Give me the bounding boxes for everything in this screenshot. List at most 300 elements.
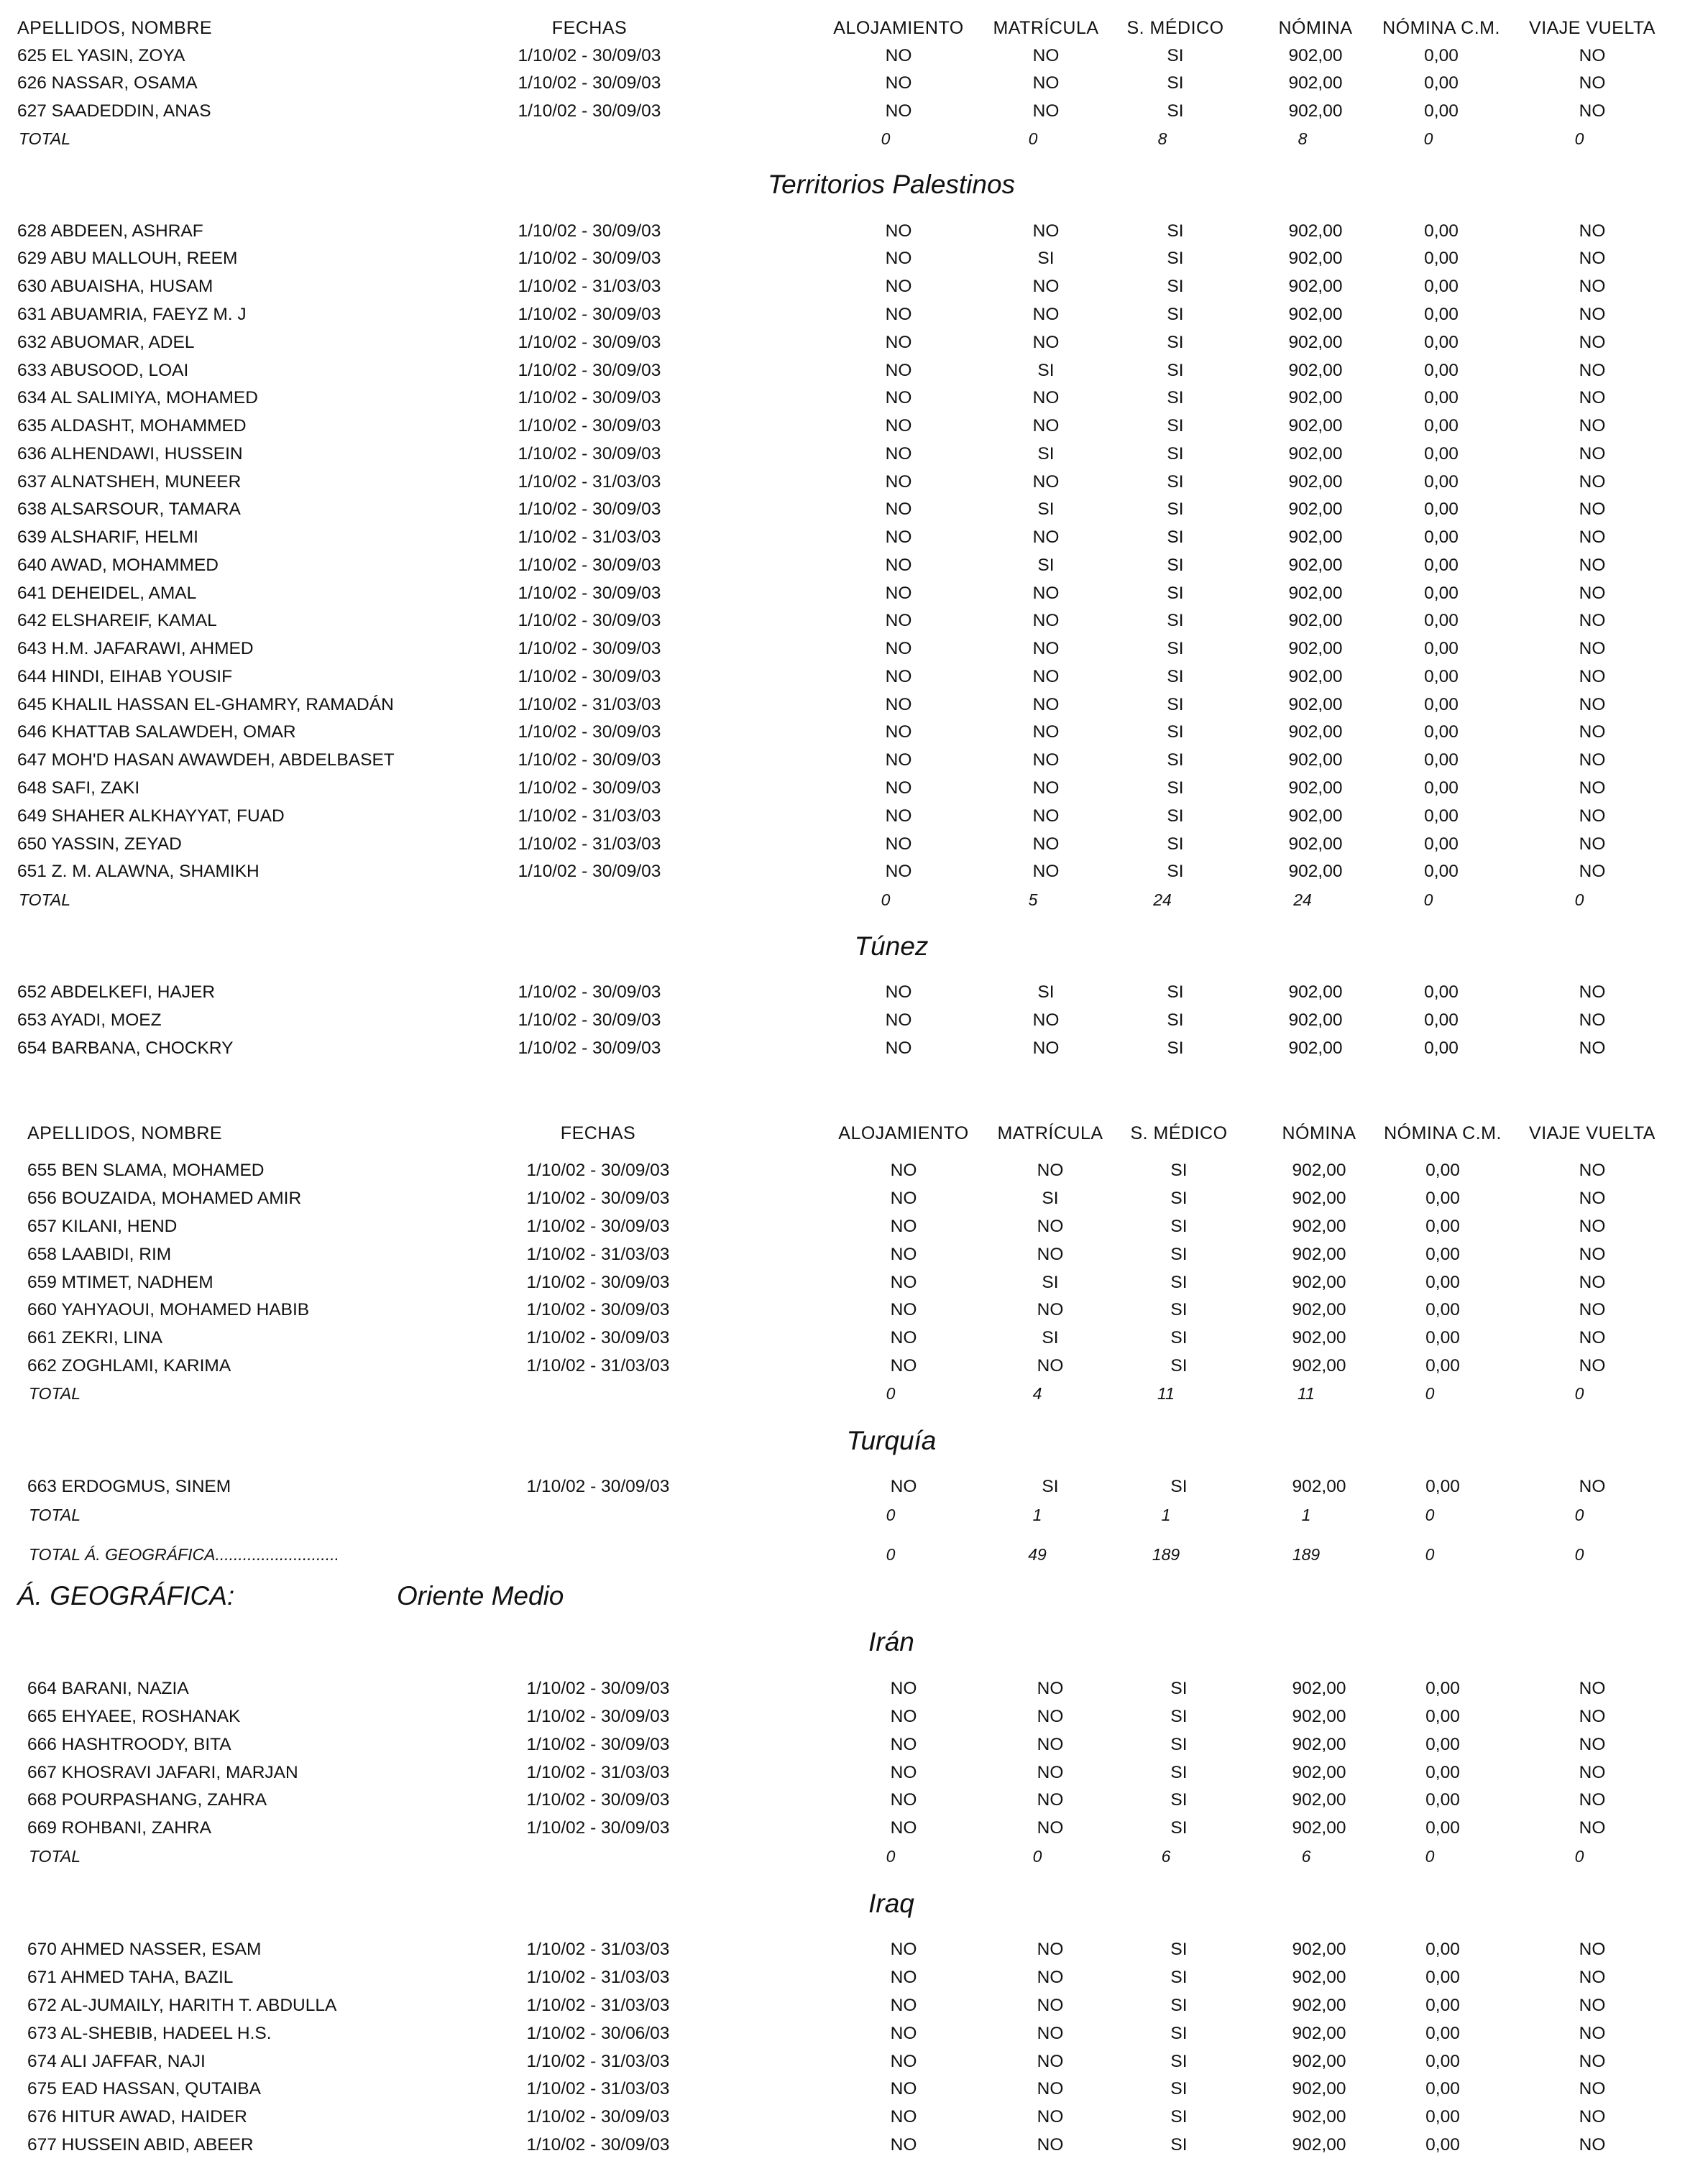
- cell-viaje-vuelta: NO: [1579, 1940, 1606, 1959]
- cell-viaje-vuelta: NO: [1579, 695, 1606, 714]
- area-value: Oriente Medio: [397, 1581, 564, 1611]
- cell-dates: 1/10/02 - 30/09/03: [518, 249, 661, 268]
- cell-s-medico: SI: [1167, 806, 1184, 826]
- cell-nomina: 1: [1301, 1506, 1311, 1524]
- cell-matricula: NO: [1032, 472, 1060, 492]
- table-row: [0, 831, 1690, 858]
- cell-name: 637 ALNATSHEH, MUNEER: [17, 472, 242, 492]
- cell-viaje-vuelta: NO: [1579, 444, 1606, 464]
- cell-dates: 1/10/02 - 30/09/03: [518, 388, 661, 407]
- cell-dates: 1/10/02 - 30/09/03: [518, 221, 661, 241]
- cell-viaje-vuelta: NO: [1579, 2052, 1606, 2071]
- table-row: [0, 2104, 1690, 2131]
- cell-nomina: 902,00: [1288, 472, 1343, 492]
- cell-s-medico: SI: [1170, 1161, 1188, 1180]
- cell-dates: 1/10/02 - 30/09/03: [518, 982, 661, 1002]
- cell-nomina-cm: 0,00: [1424, 695, 1459, 714]
- country-name: Turquía: [846, 1426, 937, 1455]
- cell-dates: 1/10/02 - 31/03/03: [518, 806, 661, 826]
- table-row: [0, 413, 1690, 440]
- cell-name: 647 MOH'D HASAN AWAWDEH, ABDELBASET: [17, 750, 395, 770]
- cell-nomina: 902,00: [1288, 73, 1343, 93]
- cell-s-medico: SI: [1170, 1968, 1188, 1987]
- cell-matricula: NO: [1032, 221, 1060, 241]
- cell-viaje-vuelta: 0: [1574, 1506, 1584, 1524]
- cell-nomina-cm: 0,00: [1425, 1161, 1460, 1180]
- cell-s-medico: SI: [1170, 1356, 1188, 1376]
- cell-dates: 1/10/02 - 30/09/03: [518, 778, 661, 798]
- cell-matricula: NO: [1037, 1161, 1064, 1180]
- table-row: [0, 663, 1690, 691]
- table-row: [0, 552, 1690, 579]
- column-header-nomina-cm: NÓMINA C.M.: [1382, 18, 1500, 38]
- cell-nomina: 902,00: [1292, 1679, 1346, 1698]
- table-row: [0, 1269, 1690, 1296]
- cell-s-medico: SI: [1167, 73, 1184, 93]
- cell-alojamiento: NO: [885, 333, 912, 352]
- cell-nomina: 902,00: [1288, 611, 1343, 630]
- cell-dates: 1/10/02 - 30/09/03: [526, 1328, 670, 1347]
- cell-nomina: 902,00: [1292, 1735, 1346, 1754]
- cell-viaje-vuelta: 0: [1574, 890, 1584, 909]
- cell-matricula: NO: [1032, 806, 1060, 826]
- cell-dates: 1/10/02 - 31/03/03: [526, 1968, 670, 1987]
- cell-viaje-vuelta: NO: [1579, 472, 1606, 492]
- cell-nomina: 902,00: [1292, 1790, 1346, 1810]
- cell-matricula: NO: [1032, 305, 1060, 324]
- cell-name: 677 HUSSEIN ABID, ABEER: [27, 2135, 254, 2155]
- cell-dates: 1/10/02 - 30/09/03: [526, 2107, 670, 2127]
- country-name: Territorios Palestinos: [767, 170, 1016, 199]
- cell-matricula: NO: [1032, 101, 1060, 121]
- cell-alojamiento: NO: [890, 1763, 917, 1782]
- cell-s-medico: 8: [1157, 129, 1167, 148]
- table-row: [0, 2132, 1690, 2159]
- cell-name: 643 H.M. JAFARAWI, AHMED: [17, 639, 254, 658]
- cell-alojamiento: NO: [885, 388, 912, 407]
- cell-matricula: SI: [1037, 982, 1055, 1002]
- cell-alojamiento: NO: [885, 611, 912, 630]
- table-row: [0, 1787, 1690, 1814]
- column-header-nomina: NÓMINA: [1282, 1123, 1356, 1143]
- table-row: [0, 607, 1690, 635]
- cell-alojamiento: NO: [885, 722, 912, 742]
- cell-nomina: 902,00: [1288, 277, 1343, 296]
- cell-matricula: NO: [1032, 277, 1060, 296]
- country-heading: [0, 929, 1690, 964]
- cell-matricula: NO: [1037, 2079, 1064, 2098]
- country-heading: [0, 1423, 1690, 1459]
- cell-alojamiento: NO: [890, 1217, 917, 1236]
- cell-viaje-vuelta: NO: [1579, 1245, 1606, 1264]
- cell-dates: 1/10/02 - 30/09/03: [518, 305, 661, 324]
- table-row: [0, 1992, 1690, 2019]
- cell-nomina-cm: 0,00: [1424, 527, 1459, 547]
- cell-matricula: NO: [1032, 750, 1060, 770]
- cell-alojamiento: NO: [890, 2024, 917, 2043]
- cell-name: TOTAL Á. GEOGRÁFICA...........................: [29, 1545, 339, 1564]
- cell-nomina: 902,00: [1288, 584, 1343, 603]
- table-row: [0, 329, 1690, 356]
- total-row: [0, 1541, 1690, 1568]
- cell-nomina-cm: 0,00: [1425, 1356, 1460, 1376]
- cell-s-medico: SI: [1167, 361, 1184, 380]
- table-row: [0, 580, 1690, 607]
- cell-matricula: SI: [1042, 1189, 1059, 1208]
- cell-name: 665 EHYAEE, ROSHANAK: [27, 1707, 241, 1726]
- cell-s-medico: SI: [1170, 1707, 1188, 1726]
- cell-dates: 1/10/02 - 30/09/03: [518, 333, 661, 352]
- cell-alojamiento: NO: [890, 2079, 917, 2098]
- cell-name: 646 KHATTAB SALAWDEH, OMAR: [17, 722, 296, 742]
- cell-dates: 1/10/02 - 30/09/03: [518, 416, 661, 436]
- cell-name: 670 AHMED NASSER, ESAM: [27, 1940, 262, 1959]
- cell-nomina-cm: 0,00: [1425, 1273, 1460, 1292]
- table-row: [0, 1731, 1690, 1759]
- cell-nomina-cm: 0,00: [1424, 834, 1459, 854]
- table-row: [0, 858, 1690, 885]
- cell-viaje-vuelta: NO: [1579, 1968, 1606, 1987]
- table-row: [0, 1815, 1690, 1842]
- cell-dates: 1/10/02 - 30/09/03: [526, 1273, 670, 1292]
- cell-s-medico: SI: [1167, 834, 1184, 854]
- cell-viaje-vuelta: NO: [1579, 1735, 1606, 1754]
- cell-matricula: NO: [1037, 1790, 1064, 1810]
- cell-nomina: 902,00: [1292, 1763, 1346, 1782]
- table-row: [0, 691, 1690, 719]
- cell-nomina-cm: 0,00: [1425, 1968, 1460, 1987]
- cell-nomina-cm: 0,00: [1424, 722, 1459, 742]
- cell-name: 633 ABUSOOD, LOAI: [17, 361, 189, 380]
- cell-nomina: 902,00: [1292, 1217, 1346, 1236]
- cell-alojamiento: NO: [885, 361, 912, 380]
- cell-viaje-vuelta: NO: [1579, 1477, 1606, 1496]
- cell-dates: 1/10/02 - 30/09/03: [526, 1217, 670, 1236]
- cell-viaje-vuelta: NO: [1579, 305, 1606, 324]
- cell-viaje-vuelta: NO: [1579, 834, 1606, 854]
- cell-s-medico: SI: [1167, 444, 1184, 464]
- cell-s-medico: SI: [1167, 499, 1184, 519]
- cell-nomina: 902,00: [1292, 1707, 1346, 1726]
- cell-nomina-cm: 0,00: [1424, 806, 1459, 826]
- cell-name: 660 YAHYAOUI, MOHAMED HABIB: [27, 1300, 310, 1319]
- cell-alojamiento: NO: [885, 472, 912, 492]
- cell-nomina-cm: 0,00: [1425, 2135, 1460, 2155]
- cell-s-medico: SI: [1167, 639, 1184, 658]
- cell-nomina-cm: 0,00: [1424, 101, 1459, 121]
- cell-s-medico: SI: [1170, 1189, 1188, 1208]
- cell-dates: 1/10/02 - 30/09/03: [526, 1300, 670, 1319]
- cell-name: 656 BOUZAIDA, MOHAMED AMIR: [27, 1189, 302, 1208]
- cell-name: 666 HASHTROODY, BITA: [27, 1735, 231, 1754]
- cell-nomina-cm: 0,00: [1424, 361, 1459, 380]
- cell-alojamiento: 0: [886, 1545, 896, 1564]
- cell-alojamiento: NO: [890, 1189, 917, 1208]
- cell-alojamiento: NO: [890, 1273, 917, 1292]
- cell-nomina: 902,00: [1288, 639, 1343, 658]
- table-row: [0, 1759, 1690, 1787]
- cell-dates: 1/10/02 - 31/03/03: [526, 2052, 670, 2071]
- area-label: Á. GEOGRÁFICA:: [17, 1581, 235, 1611]
- cell-viaje-vuelta: NO: [1579, 2135, 1606, 2155]
- table-row: [0, 357, 1690, 384]
- cell-s-medico: 24: [1153, 890, 1172, 909]
- cell-nomina: 902,00: [1288, 46, 1343, 65]
- cell-matricula: NO: [1032, 667, 1060, 686]
- cell-s-medico: SI: [1170, 1996, 1188, 2015]
- cell-nomina: 902,00: [1288, 499, 1343, 519]
- cell-nomina: 902,00: [1288, 1010, 1343, 1030]
- cell-name: 645 KHALIL HASSAN EL-GHAMRY, RAMADÁN: [17, 695, 394, 714]
- cell-s-medico: SI: [1170, 2079, 1188, 2098]
- cell-nomina-cm: 0,00: [1425, 1328, 1460, 1347]
- cell-dates: 1/10/02 - 31/03/03: [526, 1245, 670, 1264]
- cell-nomina: 902,00: [1288, 249, 1343, 268]
- cell-nomina-cm: 0,00: [1425, 1189, 1460, 1208]
- cell-s-medico: 189: [1152, 1545, 1180, 1564]
- cell-nomina: 11: [1298, 1384, 1315, 1403]
- cell-s-medico: SI: [1167, 667, 1184, 686]
- cell-dates: 1/10/02 - 30/09/03: [518, 1010, 661, 1030]
- cell-alojamiento: NO: [885, 527, 912, 547]
- cell-matricula: NO: [1032, 778, 1060, 798]
- cell-s-medico: 11: [1157, 1384, 1175, 1403]
- cell-name: 672 AL-JUMAILY, HARITH T. ABDULLA: [27, 1996, 337, 2015]
- cell-nomina-cm: 0,00: [1425, 2107, 1460, 2127]
- cell-viaje-vuelta: NO: [1579, 982, 1606, 1002]
- cell-s-medico: SI: [1167, 221, 1184, 241]
- cell-matricula: NO: [1037, 1940, 1064, 1959]
- cell-nomina: 902,00: [1292, 1161, 1346, 1180]
- cell-s-medico: 1: [1161, 1506, 1171, 1524]
- cell-viaje-vuelta: NO: [1579, 361, 1606, 380]
- cell-s-medico: SI: [1167, 862, 1184, 881]
- cell-alojamiento: 0: [886, 1384, 896, 1403]
- cell-nomina: 902,00: [1288, 1038, 1343, 1058]
- cell-matricula: NO: [1032, 1010, 1060, 1030]
- cell-matricula: NO: [1032, 834, 1060, 854]
- cell-nomina: 902,00: [1292, 1940, 1346, 1959]
- cell-nomina-cm: 0,00: [1425, 2024, 1460, 2043]
- cell-nomina-cm: 0,00: [1424, 416, 1459, 436]
- cell-nomina: 6: [1301, 1847, 1311, 1866]
- cell-matricula: 0: [1028, 129, 1038, 148]
- cell-alojamiento: NO: [890, 1328, 917, 1347]
- cell-matricula: NO: [1037, 2024, 1064, 2043]
- cell-name: 657 KILANI, HEND: [27, 1217, 178, 1236]
- cell-s-medico: SI: [1170, 2135, 1188, 2155]
- cell-dates: 1/10/02 - 30/09/03: [518, 46, 661, 65]
- cell-nomina-cm: 0,00: [1425, 1679, 1460, 1698]
- cell-dates: 1/10/02 - 30/09/03: [518, 101, 661, 121]
- cell-matricula: NO: [1037, 2135, 1064, 2155]
- table-row: [0, 1241, 1690, 1268]
- cell-s-medico: SI: [1170, 1679, 1188, 1698]
- cell-viaje-vuelta: NO: [1579, 611, 1606, 630]
- cell-alojamiento: NO: [885, 639, 912, 658]
- country-heading: [0, 1624, 1690, 1660]
- cell-s-medico: SI: [1170, 1328, 1188, 1347]
- cell-alojamiento: NO: [890, 1245, 917, 1264]
- cell-dates: 1/10/02 - 30/09/03: [518, 750, 661, 770]
- cell-nomina: 902,00: [1292, 1189, 1346, 1208]
- cell-nomina: 902,00: [1292, 1328, 1346, 1347]
- cell-matricula: 0: [1032, 1847, 1042, 1866]
- cell-s-medico: SI: [1167, 982, 1184, 1002]
- cell-viaje-vuelta: NO: [1579, 101, 1606, 121]
- cell-alojamiento: NO: [885, 778, 912, 798]
- cell-alojamiento: NO: [885, 750, 912, 770]
- cell-viaje-vuelta: NO: [1579, 416, 1606, 436]
- column-header-nomina-cm: NÓMINA C.M.: [1384, 1123, 1502, 1143]
- column-header-s-medico: S. MÉDICO: [1126, 18, 1224, 38]
- cell-viaje-vuelta: NO: [1579, 584, 1606, 603]
- total-row: [0, 1380, 1690, 1407]
- cell-alojamiento: NO: [885, 695, 912, 714]
- cell-dates: 1/10/02 - 30/09/03: [526, 1679, 670, 1698]
- country-name: Irán: [868, 1627, 914, 1657]
- cell-matricula: SI: [1042, 1477, 1059, 1496]
- column-header-alojamiento: ALOJAMIENTO: [838, 1123, 969, 1143]
- cell-alojamiento: NO: [885, 1038, 912, 1058]
- table-row: [0, 1353, 1690, 1380]
- cell-matricula: NO: [1032, 611, 1060, 630]
- cell-viaje-vuelta: 0: [1574, 1384, 1584, 1403]
- cell-alojamiento: 0: [881, 129, 891, 148]
- cell-matricula: NO: [1032, 46, 1060, 65]
- cell-nomina: 24: [1293, 890, 1312, 909]
- cell-dates: 1/10/02 - 31/03/03: [526, 1356, 670, 1376]
- cell-matricula: NO: [1037, 1217, 1064, 1236]
- cell-s-medico: SI: [1170, 1273, 1188, 1292]
- cell-nomina-cm: 0,00: [1424, 305, 1459, 324]
- column-header-dates: FECHAS: [560, 1123, 636, 1143]
- table-row: [0, 218, 1690, 245]
- cell-nomina-cm: 0,00: [1425, 1707, 1460, 1726]
- cell-nomina: 902,00: [1288, 834, 1343, 854]
- cell-matricula: NO: [1032, 527, 1060, 547]
- column-header-matricula: MATRÍCULA: [997, 1123, 1103, 1143]
- cell-alojamiento: NO: [885, 416, 912, 436]
- cell-alojamiento: NO: [890, 1679, 917, 1698]
- cell-matricula: SI: [1042, 1328, 1059, 1347]
- cell-viaje-vuelta: NO: [1579, 1679, 1606, 1698]
- cell-viaje-vuelta: NO: [1579, 1161, 1606, 1180]
- table-row: [0, 1185, 1690, 1212]
- cell-nomina: 902,00: [1292, 2135, 1346, 2155]
- total-row: [0, 125, 1690, 152]
- cell-s-medico: SI: [1167, 1038, 1184, 1058]
- cell-alojamiento: NO: [885, 249, 912, 268]
- column-header-dates: FECHAS: [551, 18, 628, 38]
- cell-nomina: 902,00: [1288, 862, 1343, 881]
- cell-dates: 1/10/02 - 31/03/03: [518, 695, 661, 714]
- cell-nomina-cm: 0,00: [1424, 639, 1459, 658]
- column-header-viaje-vuelta: VIAJE VUELTA: [1529, 18, 1655, 38]
- cell-viaje-vuelta: NO: [1579, 249, 1606, 268]
- cell-name: 661 ZEKRI, LINA: [27, 1328, 162, 1347]
- cell-nomina-cm: 0,00: [1424, 862, 1459, 881]
- cell-alojamiento: NO: [885, 221, 912, 241]
- cell-nomina-cm: 0,00: [1424, 1010, 1459, 1030]
- cell-nomina-cm: 0,00: [1425, 2052, 1460, 2071]
- cell-viaje-vuelta: NO: [1579, 1818, 1606, 1838]
- cell-viaje-vuelta: NO: [1579, 862, 1606, 881]
- cell-name: 635 ALDASHT, MOHAMMED: [17, 416, 247, 436]
- cell-name: 631 ABUAMRIA, FAEYZ M. J: [17, 305, 247, 324]
- cell-nomina-cm: 0,00: [1424, 778, 1459, 798]
- table-row: [0, 1703, 1690, 1731]
- cell-s-medico: SI: [1170, 2024, 1188, 2043]
- table-row: [0, 98, 1690, 125]
- cell-dates: 1/10/02 - 30/09/03: [518, 722, 661, 742]
- cell-s-medico: SI: [1170, 2107, 1188, 2127]
- cell-s-medico: SI: [1167, 277, 1184, 296]
- table-row: [0, 979, 1690, 1006]
- cell-name: 649 SHAHER ALKHAYYAT, FUAD: [17, 806, 285, 826]
- table-row: [0, 1964, 1690, 1991]
- cell-dates: 1/10/02 - 31/03/03: [526, 2079, 670, 2098]
- cell-viaje-vuelta: 0: [1574, 1545, 1584, 1564]
- cell-viaje-vuelta: 0: [1574, 129, 1584, 148]
- cell-nomina-cm: 0,00: [1425, 1735, 1460, 1754]
- cell-dates: 1/10/02 - 31/03/03: [518, 834, 661, 854]
- cell-s-medico: SI: [1170, 1818, 1188, 1838]
- cell-name: 640 AWAD, MOHAMMED: [17, 556, 219, 575]
- cell-name: 627 SAADEDDIN, ANAS: [17, 101, 211, 121]
- cell-name: 671 AHMED TAHA, BAZIL: [27, 1968, 234, 1987]
- table-row: [0, 775, 1690, 802]
- table-row: [0, 1473, 1690, 1501]
- cell-alojamiento: NO: [885, 46, 912, 65]
- cell-dates: 1/10/02 - 30/09/03: [518, 584, 661, 603]
- cell-nomina-cm: 0,00: [1425, 1790, 1460, 1810]
- cell-s-medico: SI: [1167, 778, 1184, 798]
- cell-name: 638 ALSARSOUR, TAMARA: [17, 499, 241, 519]
- cell-name: 652 ABDELKEFI, HAJER: [17, 982, 216, 1002]
- cell-nomina-cm: 0,00: [1424, 499, 1459, 519]
- cell-viaje-vuelta: NO: [1579, 1328, 1606, 1347]
- cell-nomina: 902,00: [1288, 695, 1343, 714]
- cell-s-medico: 6: [1161, 1847, 1171, 1866]
- cell-viaje-vuelta: NO: [1579, 221, 1606, 241]
- cell-nomina-cm: 0,00: [1424, 667, 1459, 686]
- cell-viaje-vuelta: 0: [1574, 1847, 1584, 1866]
- cell-dates: 1/10/02 - 30/09/03: [526, 1161, 670, 1180]
- cell-alojamiento: NO: [890, 1996, 917, 2015]
- cell-name: 632 ABUOMAR, ADEL: [17, 333, 195, 352]
- cell-name: 653 AYADI, MOEZ: [17, 1010, 162, 1030]
- cell-viaje-vuelta: NO: [1579, 1790, 1606, 1810]
- column-header-name: APELLIDOS, NOMBRE: [17, 18, 213, 38]
- table-row: [0, 1675, 1690, 1702]
- cell-nomina: 902,00: [1292, 1818, 1346, 1838]
- cell-matricula: SI: [1037, 249, 1055, 268]
- cell-alojamiento: NO: [885, 73, 912, 93]
- cell-viaje-vuelta: NO: [1579, 667, 1606, 686]
- cell-s-medico: SI: [1170, 1790, 1188, 1810]
- cell-nomina-cm: 0: [1423, 129, 1433, 148]
- cell-name: 630 ABUAISHA, HUSAM: [17, 277, 213, 296]
- cell-viaje-vuelta: NO: [1579, 1996, 1606, 2015]
- cell-s-medico: SI: [1170, 1217, 1188, 1236]
- total-row: [0, 886, 1690, 913]
- cell-name: 663 ERDOGMUS, SINEM: [27, 1477, 231, 1496]
- cell-alojamiento: NO: [890, 1477, 917, 1496]
- cell-s-medico: SI: [1167, 1010, 1184, 1030]
- cell-s-medico: SI: [1167, 556, 1184, 575]
- cell-nomina: 902,00: [1288, 778, 1343, 798]
